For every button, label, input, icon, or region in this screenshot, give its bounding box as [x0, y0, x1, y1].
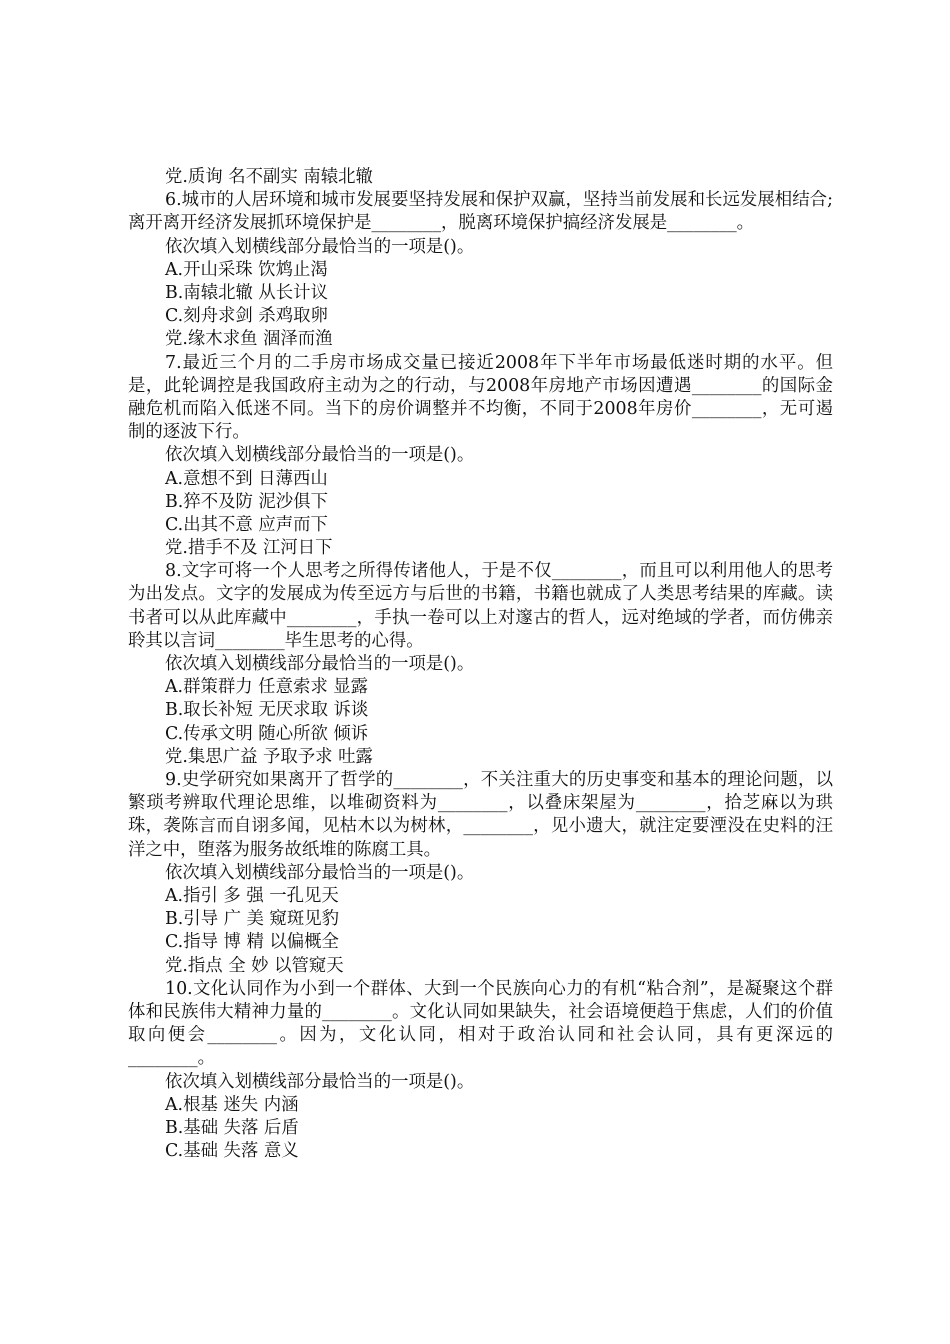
q6-option-b: B.南辕北辙 从长计议	[165, 282, 328, 303]
q10-option-b: B.基础 失落 后盾	[165, 1117, 299, 1138]
q7-option-a: A.意想不到 日薄西山	[165, 468, 328, 489]
q6-prompt: 依次填入划横线部分最恰当的一项是()。	[165, 236, 475, 257]
q8-option-a: A.群策群力 任意索求 显露	[165, 677, 369, 698]
q10-prompt: 依次填入划横线部分最恰当的一项是()。	[165, 1071, 475, 1092]
q9-option-b: B.引导 广 美 窥斑见豹	[165, 909, 340, 930]
q10-stem: 10.文化认同作为小到一个群体、大到一个民族向心力的有机“粘合剂”，是凝聚这个群体和民族伟大精神力量的________。文化认同如果缺失，社会语境便趋于焦虑，人们的价值取向便会________。因为，文化认同，相对于政治认同和社会认同，具有更深远的________。	[128, 978, 833, 1069]
q8-option-d: 党.集思广益 予取予求 吐露	[165, 746, 373, 767]
q9-stem: 9.史学研究如果离开了哲学的________，不关注重大的历史事变和基本的理论问题，以繁琐考辨取代理论思维，以堆砌资料为________，以叠床架屋为________，拾芝麻以为珙珠，袭陈言而自诩多闻，见枯木以为树林，________，见小遗大，就注定要湮没在史料的汪洋之中，堕落为服务故纸堆的陈腐工具。	[128, 770, 833, 860]
q8-option-c: C.传承文明 随心所欲 倾诉	[165, 723, 369, 744]
q6-stem: 6.城市的人居环境和城市发展要坚持发展和保护双赢，坚持当前发展和长远发展相结合;离开离开经济发展抓环境保护是________，脱离环境保护搞经济发展是________。	[128, 190, 833, 234]
q8-stem: 8.文字可将一个人思考之所得传诸他人，于是不仅________，而且可以利用他人的思考为出发点。文字的发展成为传至远方与后世的书籍，书籍也就成了人类思考结果的库藏。读书者可以从此库藏中________，手执一卷可以上对邃古的哲人，远对绝域的学者，而仿佛亲聆其以言词________毕生思考的心得。	[128, 561, 833, 651]
q9-option-c: C.指导 博 精 以偏概全	[165, 932, 339, 953]
q7-option-d: 党.措手不及 江河日下	[165, 538, 333, 559]
q7-prompt: 依次填入划横线部分最恰当的一项是()。	[165, 445, 475, 466]
q6-option-a: A.开山采珠 饮鸩止渴	[165, 259, 328, 280]
q7-option-c: C.出其不意 应声而下	[165, 514, 328, 535]
q7-option-b: B.猝不及防 泥沙俱下	[165, 491, 328, 512]
q6-option-c: C.刻舟求剑 杀鸡取卵	[165, 306, 328, 327]
q10-option-a: A.根基 迷失 内涵	[165, 1094, 299, 1115]
question-list	[128, 166, 833, 1163]
q7-stem: 7.最近三个月的二手房市场成交量已接近2008年下半年市场最低迷时期的水平。但是，此轮调控是我国政府主动为之的行动，与2008年房地产市场因遭遇________的国际金融危机而陷入低迷不同。当下的房价调整并不均衡，不同于2008年房价________，无可遏制的逐波下行。	[128, 352, 833, 443]
q6-option-d: 党.缘木求鱼 涸泽而渔	[165, 329, 333, 350]
q8-prompt: 依次填入划横线部分最恰当的一项是()。	[165, 654, 475, 675]
q5-option-d: 党.质询 名不副实 南辕北辙	[165, 167, 373, 187]
q9-option-a: A.指引 多 强 一孔见天	[165, 886, 339, 907]
q9-prompt: 依次填入划横线部分最恰当的一项是()。	[165, 862, 475, 883]
q10-option-c: C.基础 失落 意义	[165, 1141, 299, 1162]
q9-option-d: 党.指点 全 妙 以管窥天	[165, 955, 344, 976]
q8-option-b: B.取长补短 无厌求取 诉谈	[165, 700, 369, 721]
